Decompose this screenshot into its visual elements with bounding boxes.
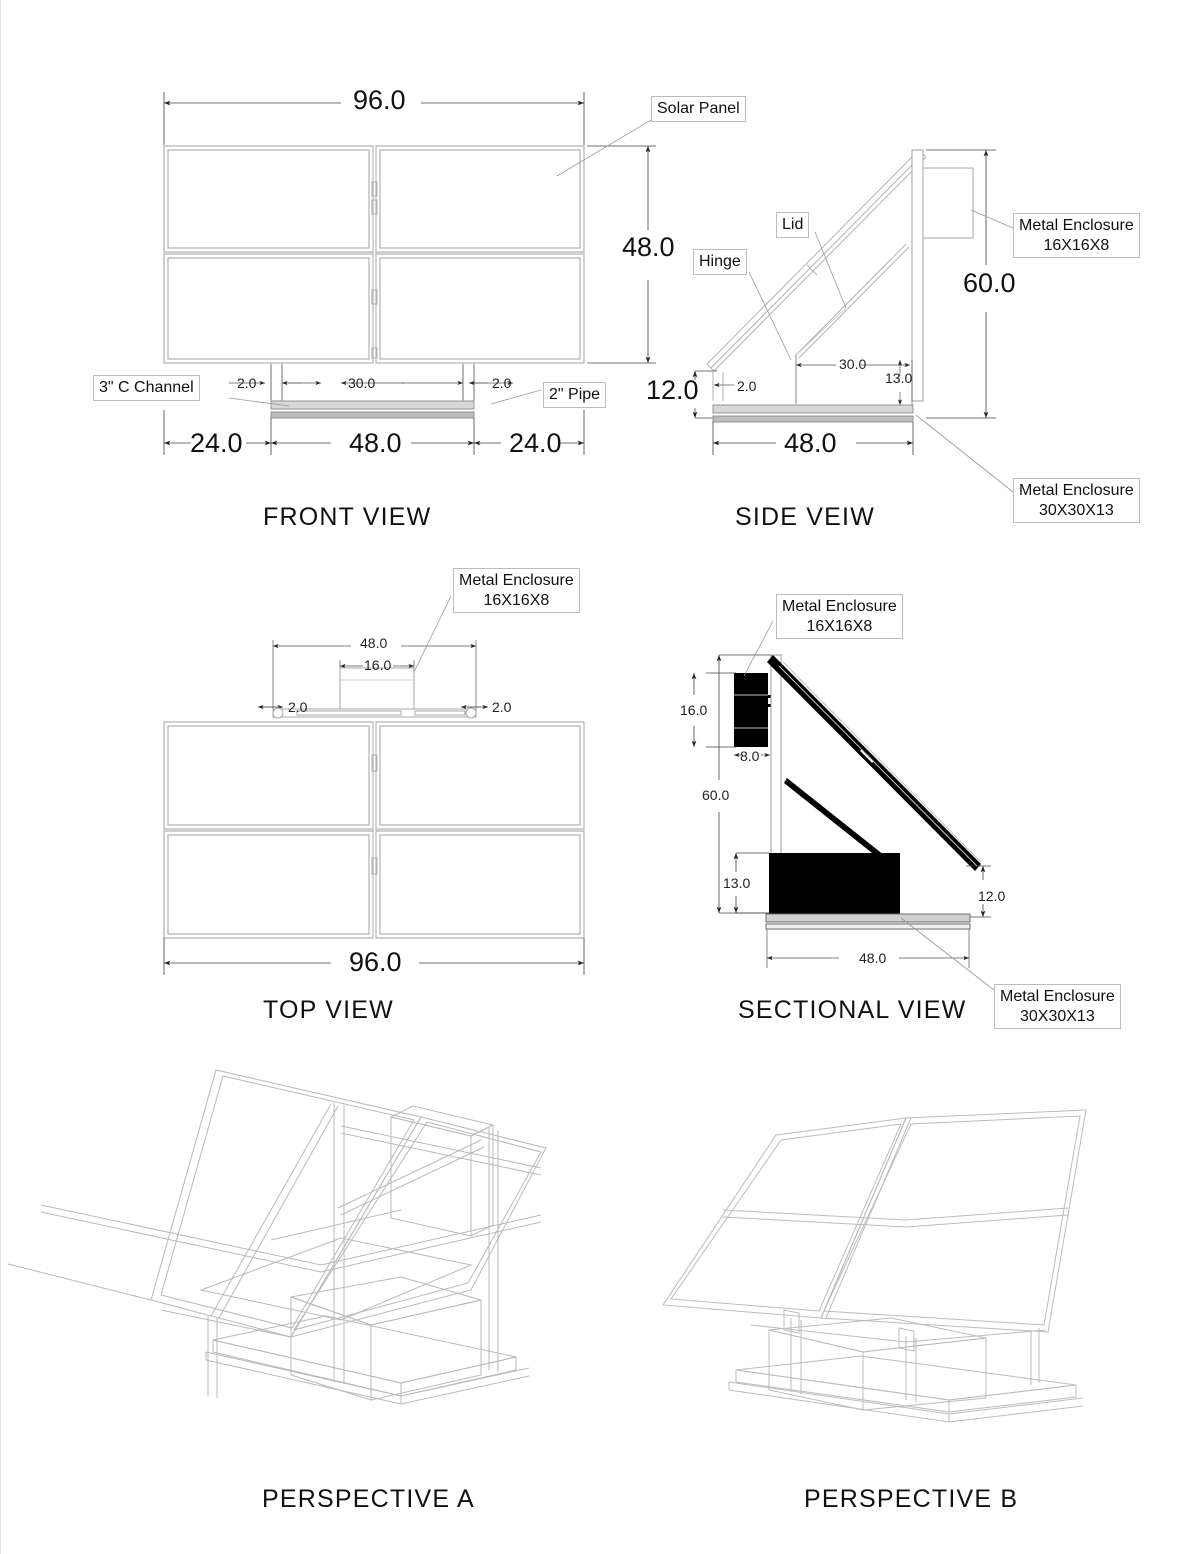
dim-top-left-offset: 2.0 <box>288 699 308 715</box>
drawing-sheet <box>1 0 1200 1554</box>
dim-front-pipe-right-offset: 2.0 <box>492 375 512 391</box>
callout-lid: Lid <box>776 212 809 238</box>
dim-top-base-width: 48.0 <box>360 635 388 651</box>
dim-sect-enclosure-depth-8: 8.0 <box>740 748 760 764</box>
dim-front-pipe-left-offset: 2.0 <box>237 375 257 391</box>
view-label-sectional: SECTIONAL VIEW <box>738 996 967 1024</box>
dim-sect-base-width: 48.0 <box>859 950 887 966</box>
dim-sect-post-height: 60.0 <box>702 787 730 803</box>
callout-enclosure-16-top <box>453 568 580 613</box>
sectional-view-geometry <box>694 621 994 990</box>
dim-sect-base-clearance: 12.0 <box>978 888 1006 904</box>
dim-front-base-width: 48.0 <box>349 428 402 458</box>
perspective-a-geometry <box>8 1070 546 1404</box>
callout-solar-panel: Solar Panel <box>651 96 746 122</box>
view-label-perspective-b: PERSPECTIVE B <box>804 1485 1019 1513</box>
dim-sect-enclosure-height-16: 16.0 <box>680 702 708 718</box>
view-label-front: FRONT VIEW <box>263 503 432 531</box>
dim-side-post-height: 60.0 <box>963 268 1016 298</box>
dim-side-base-clearance: 12.0 <box>646 375 699 405</box>
dim-top-enclosure-width: 16.0 <box>364 657 392 673</box>
callout-enclosure-16-sectional-line2: 16X16X8 <box>806 617 873 635</box>
callout-enclosure-30-side-line2: 30X30X13 <box>1038 501 1114 519</box>
dim-top-overall-width: 96.0 <box>349 947 402 977</box>
callout-enclosure-16-side-line2: 16X16X8 <box>1043 236 1110 254</box>
callout-c-channel: 3" C Channel <box>93 375 200 401</box>
callout-enclosure-30-side <box>1013 478 1140 523</box>
callout-pipe: 2" Pipe <box>543 382 606 408</box>
dim-front-overall-width: 96.0 <box>353 85 406 115</box>
dim-side-enclosure-offset: 30.0 <box>839 356 867 372</box>
view-label-top: TOP VIEW <box>263 996 394 1024</box>
view-label-side: SIDE VEIW <box>735 503 875 531</box>
dim-front-right-overhang: 24.0 <box>509 428 562 458</box>
dim-front-left-overhang: 24.0 <box>190 428 243 458</box>
callout-enclosure-16-side-line1: Metal Enclosure <box>1019 217 1134 234</box>
callout-enclosure-30-sectional <box>994 984 1121 1029</box>
callout-enclosure-16-sectional <box>776 594 903 639</box>
dim-sect-base-enclosure-height: 13.0 <box>723 875 751 891</box>
dim-side-enclosure-height: 13.0 <box>885 370 913 386</box>
callout-enclosure-16-sectional-line1: Metal Enclosure <box>782 598 897 615</box>
top-view-geometry <box>164 596 584 975</box>
dim-front-pipe-spacing: 30.0 <box>348 375 376 391</box>
dim-side-base-width: 48.0 <box>784 428 837 458</box>
dim-top-right-offset: 2.0 <box>492 699 512 715</box>
view-label-perspective-a: PERSPECTIVE A <box>262 1485 475 1513</box>
callout-enclosure-16-top-line2: 16X16X8 <box>483 591 550 609</box>
callout-enclosure-30-sectional-line1: Metal Enclosure <box>1000 988 1115 1005</box>
dim-side-pipe-offset: 2.0 <box>737 378 757 394</box>
callout-enclosure-16-side <box>1013 213 1140 258</box>
dim-front-panel-height: 48.0 <box>622 232 675 262</box>
perspective-b-geometry <box>663 1110 1086 1422</box>
callout-enclosure-30-side-line1: Metal Enclosure <box>1019 482 1134 499</box>
callout-enclosure-16-top-line1: Metal Enclosure <box>459 572 574 589</box>
callout-hinge: Hinge <box>693 249 747 275</box>
callout-enclosure-30-sectional-line2: 30X30X13 <box>1019 1007 1095 1025</box>
